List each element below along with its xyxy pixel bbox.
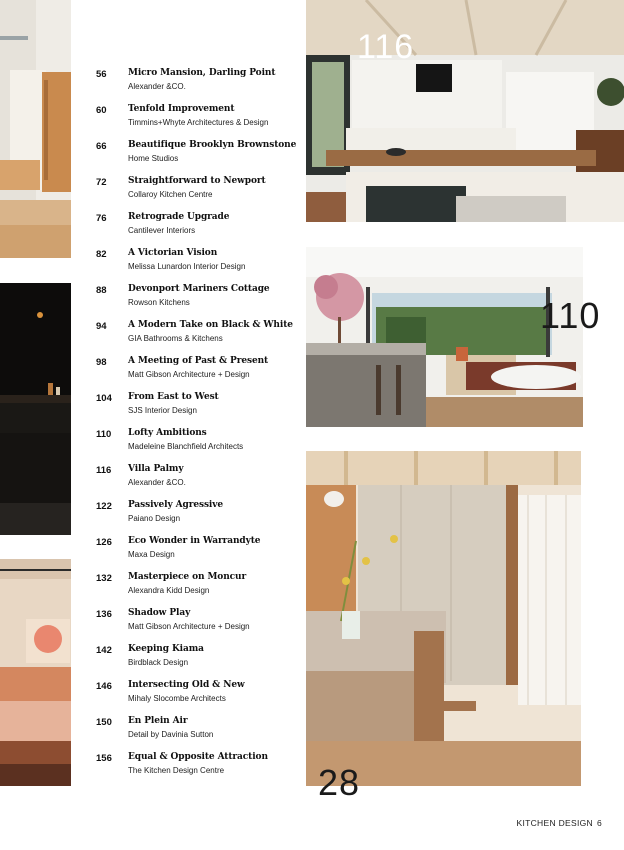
entry-page-number: 122 xyxy=(96,501,112,512)
contents-entry[interactable] xyxy=(96,500,306,530)
entry-page-number: 136 xyxy=(96,609,112,620)
entry-designer: Matt Gibson Architecture + Design xyxy=(128,622,250,631)
entry-designer: Detail by Davinia Sutton xyxy=(128,730,214,739)
entry-title: A Meeting of Past & Present xyxy=(128,356,269,366)
entry-page-number: 104 xyxy=(96,393,112,404)
entry-designer: GIA Bathrooms & Kitchens xyxy=(128,334,223,343)
entry-title: A Victorian Vision xyxy=(128,248,218,258)
contents-entry[interactable] xyxy=(96,212,306,242)
entry-designer: The Kitchen Design Centre xyxy=(128,766,225,775)
entry-designer: Alexander &CO. xyxy=(128,82,186,91)
contents-entry[interactable] xyxy=(96,536,306,566)
entry-designer: Paiano Design xyxy=(128,514,181,523)
entry-page-number: 110 xyxy=(96,429,112,440)
entry-designer: Melissa Lunardon Interior Design xyxy=(128,262,246,271)
entry-page-number: 94 xyxy=(96,321,107,332)
entry-page-number: 60 xyxy=(96,105,107,116)
contents-entry[interactable] xyxy=(96,680,306,710)
entry-designer: Alexander &CO. xyxy=(128,478,186,487)
photo-kitchen-116 xyxy=(306,0,624,222)
entry-title: Passively Agressive xyxy=(128,500,223,510)
entry-designer: Cantilever Interiors xyxy=(128,226,196,235)
entry-page-number: 146 xyxy=(96,681,112,692)
contents-entry[interactable] xyxy=(96,464,306,494)
footer-page-number: 6 xyxy=(596,818,602,828)
contents-entry[interactable] xyxy=(96,608,306,638)
photo-page-label-116: 116 xyxy=(357,28,415,66)
entry-designer: Timmins+Whyte Architectures & Design xyxy=(128,118,269,127)
entry-page-number: 82 xyxy=(96,249,107,260)
entry-designer: Alexandra Kidd Design xyxy=(128,586,210,595)
page-footer xyxy=(517,818,603,828)
entry-page-number: 132 xyxy=(96,573,112,584)
footer-section-name: KITCHEN DESIGN xyxy=(516,818,593,828)
contents-entry[interactable] xyxy=(96,752,306,782)
entry-title: Micro Mansion, Darling Point xyxy=(128,68,276,78)
entry-title: Equal & Opposite Attraction xyxy=(128,752,268,762)
entry-page-number: 116 xyxy=(96,465,112,476)
entry-designer: Madeleine Blanchfield Architects xyxy=(128,442,244,451)
entry-page-number: 88 xyxy=(96,285,107,296)
photo-left-middle xyxy=(0,283,71,535)
entry-title: Beautifique Brooklyn Brownstone xyxy=(128,140,297,150)
photo-page-label-28: 28 xyxy=(318,762,361,803)
entry-title: A Modern Take on Black & White xyxy=(128,320,293,330)
contents-entry[interactable] xyxy=(96,392,306,422)
entry-title: Villa Palmy xyxy=(128,464,184,474)
entry-title: Straightforward to Newport xyxy=(128,176,266,186)
contents-entry[interactable] xyxy=(96,104,306,134)
entry-title: From East to West xyxy=(128,392,219,402)
entry-title: Lofty Ambitions xyxy=(128,428,207,438)
entry-page-number: 76 xyxy=(96,213,107,224)
entry-title: En Plein Air xyxy=(128,716,188,726)
entry-page-number: 156 xyxy=(96,753,112,764)
entry-designer: Maxa Design xyxy=(128,550,175,559)
entry-designer: Matt Gibson Architecture + Design xyxy=(128,370,250,379)
contents-entry[interactable] xyxy=(96,572,306,602)
entry-designer: Rowson Kitchens xyxy=(128,298,190,307)
contents-entry[interactable] xyxy=(96,644,306,674)
entry-page-number: 98 xyxy=(96,357,107,368)
contents-entry[interactable] xyxy=(96,320,306,350)
contents-entry[interactable] xyxy=(96,68,306,98)
contents-entry[interactable] xyxy=(96,716,306,746)
contents-entry[interactable] xyxy=(96,284,306,314)
entry-title: Devonport Mariners Cottage xyxy=(128,284,270,294)
contents-entry[interactable] xyxy=(96,356,306,386)
entry-designer: Collaroy Kitchen Centre xyxy=(128,190,213,199)
photo-page-label-110: 110 xyxy=(540,295,601,336)
entry-page-number: 56 xyxy=(96,69,107,80)
photo-kitchen-28 xyxy=(306,451,581,786)
entry-page-number: 142 xyxy=(96,645,112,656)
photo-kitchen-110 xyxy=(306,247,583,427)
contents-entry[interactable] xyxy=(96,248,306,278)
entry-page-number: 72 xyxy=(96,177,107,188)
entry-title: Eco Wonder in Warrandyte xyxy=(128,536,261,546)
entry-title: Tenfold Improvement xyxy=(128,104,235,114)
entry-designer: Birdblack Design xyxy=(128,658,189,667)
contents-entry[interactable] xyxy=(96,176,306,206)
entry-page-number: 66 xyxy=(96,141,107,152)
entry-designer: Home Studios xyxy=(128,154,179,163)
contents-entry[interactable] xyxy=(96,428,306,458)
entry-title: Retrograde Upgrade xyxy=(128,212,230,222)
entry-title: Intersecting Old & New xyxy=(128,680,245,690)
entry-designer: SJS Interior Design xyxy=(128,406,197,415)
entry-designer: Mihaly Slocombe Architects xyxy=(128,694,226,703)
entry-page-number: 150 xyxy=(96,717,112,728)
entry-page-number: 126 xyxy=(96,537,112,548)
photo-left-top xyxy=(0,0,71,258)
contents-entry[interactable] xyxy=(96,140,306,170)
entry-title: Shadow Play xyxy=(128,608,191,618)
photo-left-bottom xyxy=(0,559,71,786)
entry-title: Keeping Kiama xyxy=(128,644,204,654)
entry-title: Masterpiece on Moncur xyxy=(128,572,247,582)
